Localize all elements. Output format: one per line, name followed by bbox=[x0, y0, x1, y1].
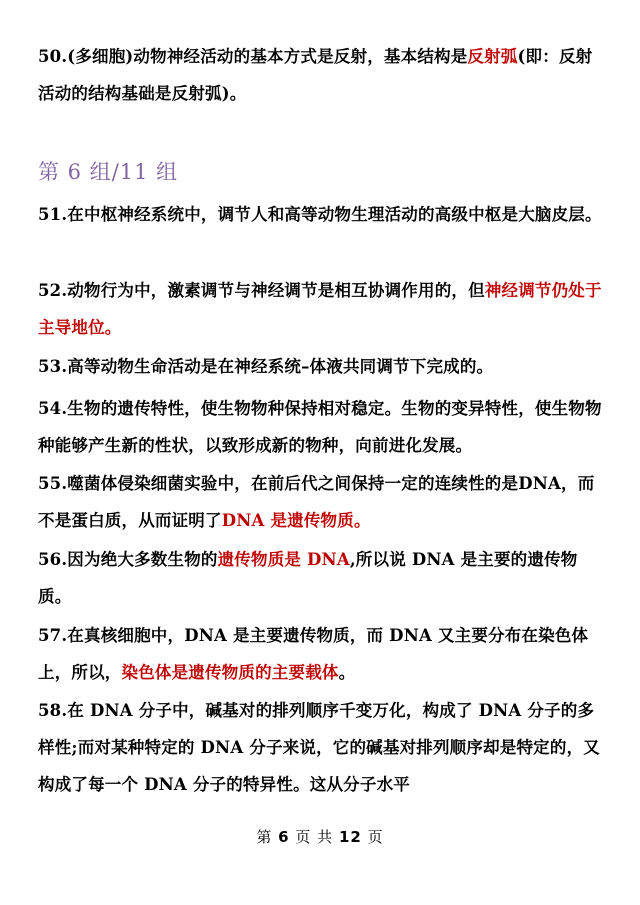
item-57-text-a: 57.在真核细胞中，DNA 是主要遗传物质，而 DNA 又主要分布在染色体上，所以， bbox=[38, 626, 589, 682]
item-53: 53.高等动物生命活动是在神经系统–体液共同调节下完成的。 bbox=[38, 357, 494, 376]
footer-mid: 页 共 bbox=[295, 828, 334, 846]
footer-pre: 第 bbox=[256, 828, 273, 846]
group-heading: 第 6 组/11 组 bbox=[38, 160, 179, 184]
item-50 bbox=[38, 38, 604, 112]
item-56-highlight: 遗传物质是 DNA bbox=[217, 550, 350, 569]
item-55-highlight: DNA 是遗传物质。 bbox=[221, 511, 371, 530]
item-58: 58.在 DNA 分子中，碱基对的排列顺序千变万化，构成了 DNA 分子的多样性;而对某种特定的 DNA 分子来说，它的碱基对排列顺序却是特定的，又构成了每一个 DNA 分子的特异性。这从分子水平 bbox=[38, 701, 600, 794]
item-57-highlight: 染色体是遗传物质的主要载体 bbox=[121, 663, 339, 682]
item-52-highlight: 神经调节仍处于主导地位。 bbox=[38, 281, 602, 337]
item-50-text-b: (即：反射活动的结构基础是反射弧)。 bbox=[38, 47, 593, 103]
item-56-text-a: 56.因为绝大多数生物的 bbox=[38, 550, 218, 569]
item-56-text-b: ,所以说 DNA 是主要的遗传物质。 bbox=[38, 550, 578, 606]
footer-page-number: 6 bbox=[278, 828, 290, 846]
item-57 bbox=[38, 617, 604, 691]
item-55 bbox=[38, 465, 604, 539]
footer-post: 页 bbox=[367, 828, 384, 846]
item-56 bbox=[38, 541, 604, 615]
footer-total-pages: 12 bbox=[338, 828, 362, 846]
item-52-text-a: 52.动物行为中，激素调节与神经调节是相互协调作用的，但 bbox=[38, 281, 485, 300]
item-50-highlight: 反射弧 bbox=[467, 47, 518, 66]
item-57-text-b: 。 bbox=[338, 663, 356, 682]
page-footer bbox=[0, 826, 640, 847]
item-55-text-a: 55.噬菌体侵染细菌实验中，在前后代之间保持一定的连续性的是DNA，而不是蛋白质，从而证明了 bbox=[38, 474, 595, 530]
item-54: 54.生物的遗传特性，使生物物种保持相对稳定。生物的变异特性，使生物物种能够产生新的性状，以致形成新的物种，向前进化发展。 bbox=[38, 399, 602, 455]
item-52 bbox=[38, 272, 604, 346]
item-50-text-a: 50.(多细胞)动物神经活动的基本方式是反射，基本结构是 bbox=[38, 47, 468, 66]
item-51: 51.在中枢神经系统中，调节人和高等动物生理活动的高级中枢是大脑皮层。 bbox=[38, 205, 602, 224]
